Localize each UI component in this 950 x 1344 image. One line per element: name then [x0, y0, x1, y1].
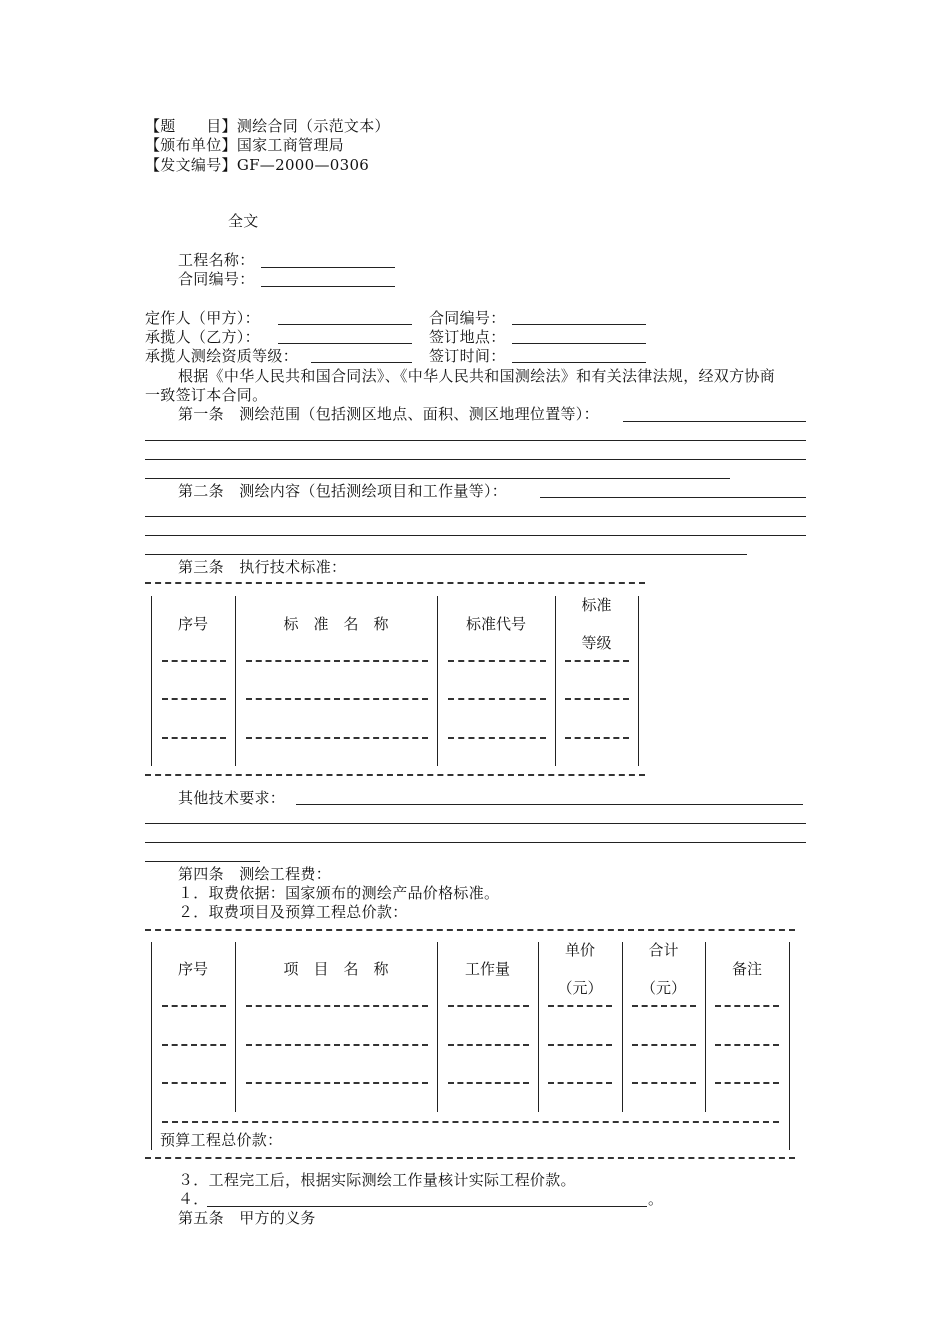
row-sep — [548, 1082, 612, 1084]
project-name-label: 工程名称： — [178, 251, 255, 269]
other-requirements-line[interactable] — [145, 842, 806, 843]
docno-value: GF—2000—0306 — [236, 156, 370, 174]
row-sep — [448, 1044, 529, 1046]
preamble-line-1: 根据《中华人民共和国合同法》、《中华人民共和国测绘法》和有关法律法规，经双方协商 — [178, 367, 776, 385]
col-item-name: 项 目 名 称 — [283, 960, 389, 978]
other-requirements-label: 其他技术要求： — [178, 789, 286, 807]
party-b-label: 承揽人（乙方）： — [145, 328, 260, 346]
row-sep — [715, 1005, 779, 1007]
row-sep — [246, 1044, 428, 1046]
col-unit-price-2: （元） — [557, 979, 603, 997]
issuer-label: 【颁布单位】 — [145, 136, 237, 154]
row-sep — [548, 1044, 612, 1046]
header-title — [145, 117, 390, 136]
article-2-line[interactable] — [145, 516, 806, 517]
header-docno — [145, 156, 369, 175]
col-standard-name: 标 准 名 称 — [283, 615, 389, 633]
sign-place-label: 签订地点： — [429, 328, 506, 346]
row-sep — [448, 1005, 529, 1007]
row-sep — [448, 660, 546, 662]
article-2: 第二条 测绘内容（包括测绘项目和工作量等）： — [178, 482, 508, 500]
row-sep — [162, 1005, 226, 1007]
table-border — [145, 582, 645, 584]
article-1-line[interactable] — [145, 478, 730, 479]
party-b-blank[interactable] — [278, 343, 412, 344]
article-4-item-2: ２．取费项目及预算工程总价款： — [178, 903, 408, 921]
row-sep — [715, 1044, 779, 1046]
table-vrule — [622, 942, 623, 1112]
col-workload: 工作量 — [464, 960, 510, 978]
col-standard-level-1: 标准 — [581, 596, 612, 614]
fulltext-heading: 全文 — [228, 212, 259, 230]
row-sep — [246, 1082, 428, 1084]
table-vrule — [538, 942, 539, 1112]
qualification-blank[interactable] — [311, 362, 412, 363]
table-border — [145, 1157, 795, 1159]
issuer-value: 国家工商管理局 — [236, 136, 344, 154]
title-value: 测绘合同（示范文本） — [236, 117, 390, 135]
row-sep — [632, 1044, 696, 1046]
row-sep — [162, 660, 226, 662]
budget-total-label: 预算工程总价款： — [160, 1131, 283, 1149]
article-4-item-4-suffix: 。 — [648, 1190, 664, 1208]
other-requirements-line[interactable] — [145, 861, 260, 862]
col-note: 备注 — [731, 960, 762, 978]
contract-no-label: 合同编号： — [429, 309, 506, 327]
table-border — [145, 774, 645, 776]
row-sep — [565, 660, 629, 662]
preamble-line-2: 一致签订本合同。 — [145, 386, 268, 404]
col-no: 序号 — [177, 615, 208, 633]
row-sep — [162, 1082, 226, 1084]
qualification-label: 承揽人测绘资质等级： — [145, 347, 299, 365]
row-sep — [632, 1082, 696, 1084]
party-a-blank[interactable] — [278, 324, 412, 325]
table-vrule — [789, 942, 790, 1150]
table-vrule — [555, 596, 556, 766]
row-sep — [246, 737, 428, 739]
row-sep — [162, 1121, 779, 1123]
article-4-item-3: ３．工程完工后，根据实际测绘工作量核计实际工程价款。 — [178, 1171, 576, 1189]
project-contract-no-blank[interactable] — [261, 286, 395, 287]
col-standard-level-2: 等级 — [581, 634, 612, 652]
row-sep — [162, 1044, 226, 1046]
table-vrule — [638, 596, 639, 766]
col-total-2: （元） — [640, 979, 686, 997]
article-1-line[interactable] — [145, 440, 806, 441]
article-4: 第四条 测绘工程费： — [178, 865, 332, 883]
row-sep — [246, 698, 428, 700]
article-4-item-4-blank[interactable] — [207, 1206, 647, 1207]
article-2-blank[interactable] — [540, 497, 806, 498]
article-1: 第一条 测绘范围（包括测区地点、面积、测区地理位置等）： — [178, 405, 599, 423]
row-sep — [565, 698, 629, 700]
article-2-line[interactable] — [145, 554, 747, 555]
table-border — [145, 929, 795, 931]
docno-label: 【发文编号】 — [145, 156, 237, 174]
project-name-blank[interactable] — [261, 267, 395, 268]
row-sep — [448, 1082, 529, 1084]
row-sep — [246, 1005, 428, 1007]
other-requirements-line[interactable] — [145, 823, 806, 824]
col-standard-code: 标准代号 — [465, 615, 526, 633]
col-no: 序号 — [177, 960, 208, 978]
sign-time-blank[interactable] — [512, 362, 646, 363]
header-issuer — [145, 136, 344, 155]
title-label: 【题 目】 — [145, 117, 237, 135]
article-1-blank[interactable] — [623, 421, 806, 422]
row-sep — [715, 1082, 779, 1084]
row-sep — [548, 1005, 612, 1007]
col-unit-price-1: 单价 — [564, 941, 595, 959]
contract-no-blank[interactable] — [512, 324, 646, 325]
article-4-item-1: １．取费依据：国家颁布的测绘产品价格标准。 — [178, 884, 500, 902]
article-5: 第五条 甲方的义务 — [178, 1209, 316, 1227]
article-4-item-4-prefix: ４． — [178, 1190, 209, 1208]
sign-time-label: 签订时间： — [429, 347, 506, 365]
article-2-line[interactable] — [145, 535, 806, 536]
row-sep — [448, 737, 546, 739]
table-vrule — [151, 1112, 152, 1150]
sign-place-blank[interactable] — [512, 343, 646, 344]
row-sep — [162, 698, 226, 700]
article-1-line[interactable] — [145, 459, 806, 460]
col-total-1: 合计 — [648, 941, 679, 959]
project-contract-no-label: 合同编号： — [178, 270, 255, 288]
row-sep — [632, 1005, 696, 1007]
row-sep — [565, 737, 629, 739]
row-sep — [448, 698, 546, 700]
row-sep — [246, 660, 428, 662]
article-3: 第三条 执行技术标准： — [178, 558, 347, 576]
row-sep — [162, 737, 226, 739]
party-a-label: 定作人（甲方）： — [145, 309, 260, 327]
other-requirements-blank[interactable] — [296, 804, 803, 805]
